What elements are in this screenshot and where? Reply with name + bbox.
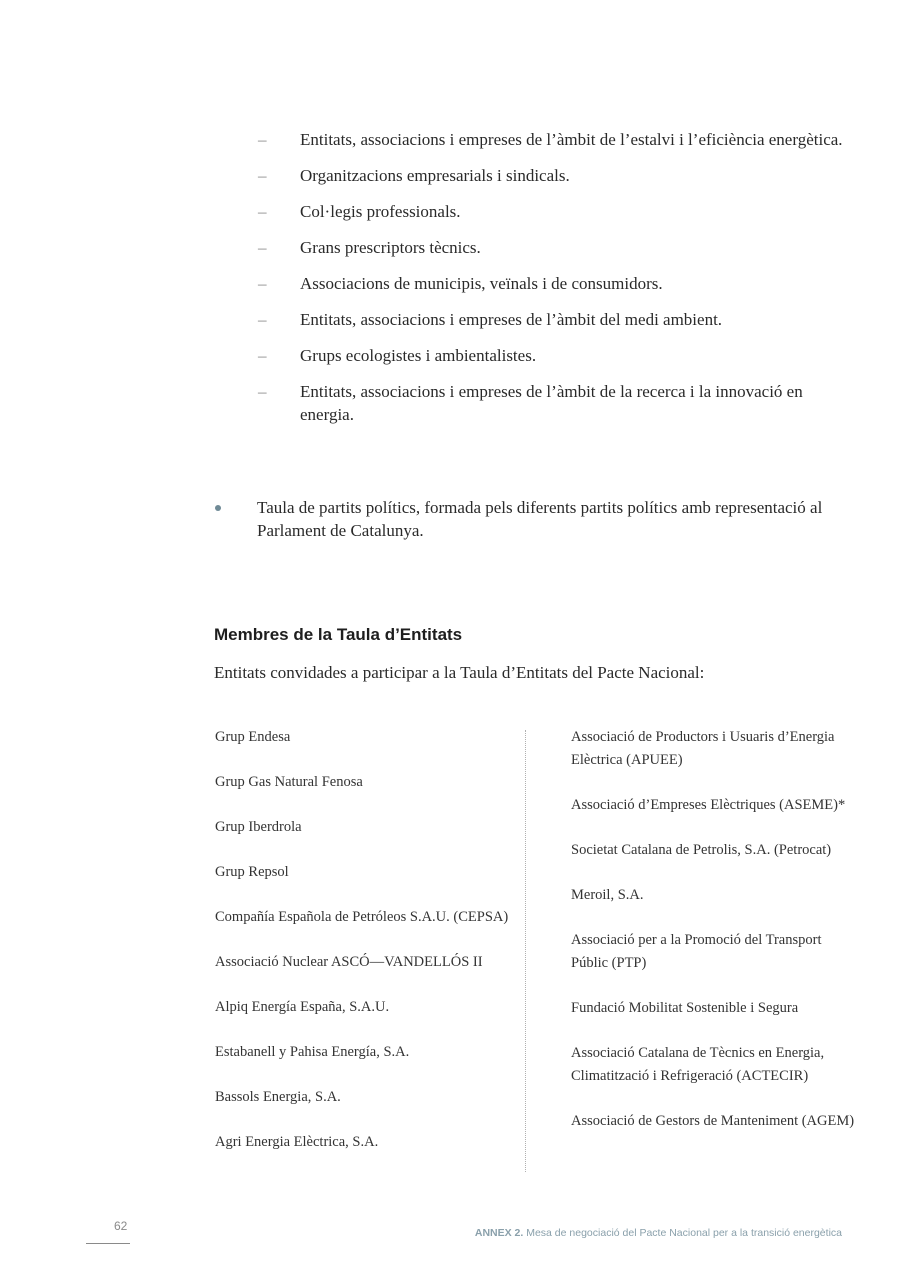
dash-marker: – (258, 166, 267, 185)
entity-item: Associació d’Empreses Elèctriques (ASEME)* (571, 797, 846, 813)
entity-item: Bassols Energia, S.A. (215, 1089, 341, 1105)
entity-item: Agri Energia Elèctrica, S.A. (215, 1134, 379, 1150)
entity-item: Meroil, S.A. (571, 887, 644, 903)
dash-list-item-text: Entitats, associacions i empreses de l’àmbit de la recerca i la innovació en energia. (300, 382, 803, 424)
dash-list-item (258, 272, 848, 295)
entity-item: Estabanell y Pahisa Energía, S.A. (215, 1044, 410, 1060)
running-footer (475, 1227, 842, 1239)
dash-list-item-text: Grans prescriptors tècnics. (300, 238, 481, 257)
dash-list-item-text: Grups ecologistes i ambientalistes. (300, 346, 537, 365)
entity-item: Associació Catalana de Tècnics en Energia, Climatització i Refrigeració (ACTECIR) (571, 1045, 825, 1084)
entities-right-column (571, 726, 856, 1155)
dash-list-item-text: Associacions de municipis, veïnals i de consumidors. (300, 274, 663, 293)
bullet-list-item-text: Taula de partits polítics, formada pels diferents partits polítics amb representació al Parlament de Catalunya. (257, 498, 823, 540)
entity-item: Societat Catalana de Petrolis, S.A. (Petrocat) (571, 842, 832, 858)
entity-item: Associació de Gestors de Manteniment (AGEM) (571, 1113, 855, 1129)
dash-marker: – (258, 130, 267, 149)
dash-list-item (258, 236, 848, 259)
dash-list-item (258, 344, 848, 367)
entity-item: Alpiq Energía España, S.A.U. (215, 999, 390, 1015)
dash-list-item (258, 308, 848, 331)
dash-list-item (258, 164, 848, 187)
entity-item: Associació Nuclear ASCÓ—VANDELLÓS II (215, 954, 483, 970)
section-title: Membres de la Taula d’Entitats (214, 625, 463, 644)
bullet-dot-icon (215, 505, 221, 511)
dash-list (258, 128, 848, 439)
footer-annex-label: ANNEX 2. (474, 1227, 524, 1239)
dash-marker: – (258, 382, 267, 401)
dash-list-item-text: Entitats, associacions i empreses de l’àmbit del medi ambient. (300, 310, 723, 329)
bullet-list (214, 496, 848, 542)
dash-marker: – (258, 202, 267, 221)
column-divider (525, 730, 526, 1172)
entity-item: Fundació Mobilitat Sostenible i Segura (571, 1000, 799, 1016)
dash-marker: – (258, 310, 267, 329)
entity-item: Grup Iberdrola (215, 819, 302, 835)
entity-item: Associació de Productors i Usuaris d’Energia Elèctrica (APUEE) (571, 729, 835, 768)
page-number: 62 (114, 1219, 128, 1233)
entity-item: Grup Repsol (215, 864, 289, 880)
bullet-list-item (214, 496, 848, 542)
section-intro: Entitats convidades a participar a la Taula d’Entitats del Pacte Nacional: (214, 663, 705, 682)
dash-marker: – (258, 238, 267, 257)
entity-item: Compañía Española de Petróleos S.A.U. (CEPSA) (215, 909, 509, 925)
dash-list-item (258, 128, 848, 151)
dash-marker: – (258, 346, 267, 365)
dash-marker: – (258, 274, 267, 293)
dash-list-item-text: Entitats, associacions i empreses de l’àmbit de l’estalvi i l’eficiència energètica. (300, 130, 843, 149)
entity-item: Associació per a la Promoció del Transport Públic (PTP) (571, 932, 822, 971)
footer-annex-title: Mesa de negociació del Pacte Nacional per a la transició energètica (526, 1227, 842, 1239)
dash-list-item (258, 200, 848, 223)
page-number-rule (86, 1243, 130, 1244)
dash-list-item (258, 380, 848, 426)
entities-left-column (215, 726, 515, 1176)
entity-item: Grup Gas Natural Fenosa (215, 774, 363, 790)
entity-item: Grup Endesa (215, 729, 291, 745)
dash-list-item-text: Organitzacions empresarials i sindicals. (300, 166, 570, 185)
dash-list-item-text: Col·legis professionals. (300, 202, 461, 221)
